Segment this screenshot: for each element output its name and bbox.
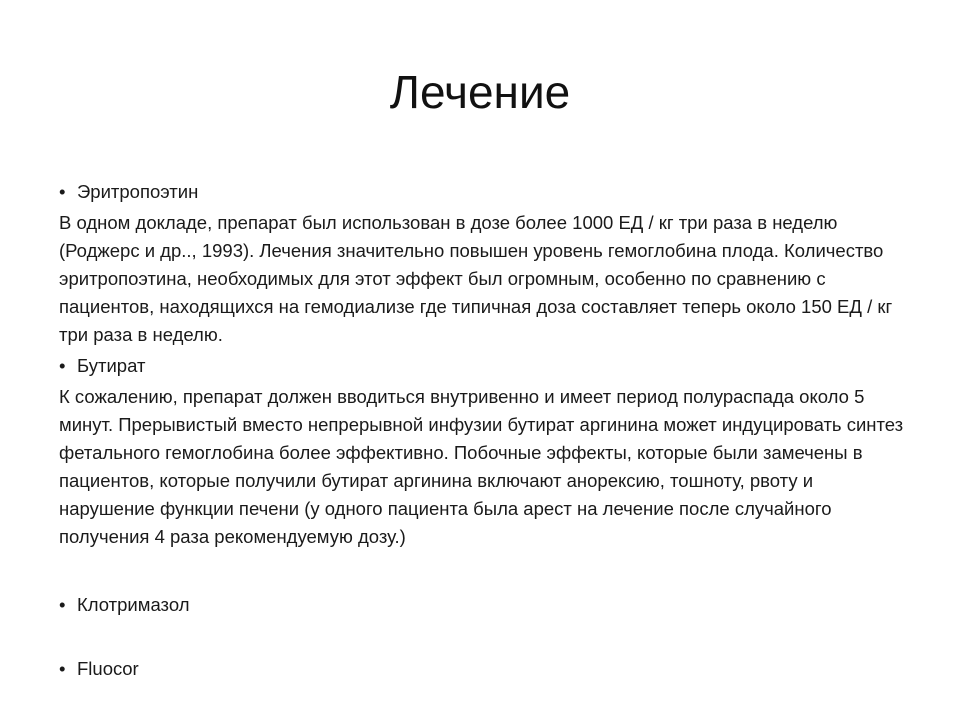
bullet-heading: Бутират [77,355,146,376]
paragraph-erythropoietin: В одном докладе, препарат был использован в дозе более 1000 ЕД / кг три раза в неделю (Роджерс и др.., 1993). Лечения значительно повышен уровень гемоглобина плода. Количество эритропоэтина, необходимых для этот эффект был огромным, особенно по сравнению с пациентов, находящихся на гемодиализе где типичная доза составляет теперь около 150 ЕД / кг три раза в неделю. [59,212,893,345]
paragraph-butyrate: К сожалению, препарат должен вводиться внутривенно и имеет период полураспада около 5 минут. Прерывистый вместо непрерывной инфузии бутират аргинина может индуцировать синтез фетального гемоглобина более эффективно. Побочные эффекты, которые были замечены в пациентов, которые получили бутират аргинина включают анорексию, тошноту, рвоту и нарушение функции печени (у одного пациента была арест на лечение после случайного получения 4 раза рекомендуемую дозу.) [59,386,904,547]
bullet-icon: • [59,355,66,376]
bullet-heading: Эритропоэтин [77,181,199,202]
bullet-item-butyrate [59,352,909,380]
bullet-item-fluocor [59,655,909,683]
bullet-item-erythropoietin [59,178,909,206]
bullet-icon: • [59,658,66,679]
bullet-icon: • [59,594,66,615]
bullet-icon: • [59,181,66,202]
bullet-heading: Fluocor [77,658,139,679]
bullet-heading: Клотримазол [77,594,190,615]
bullet-item-clotrimazole [59,591,909,619]
slide-title: Лечение [389,66,571,118]
slide-content [59,178,909,683]
